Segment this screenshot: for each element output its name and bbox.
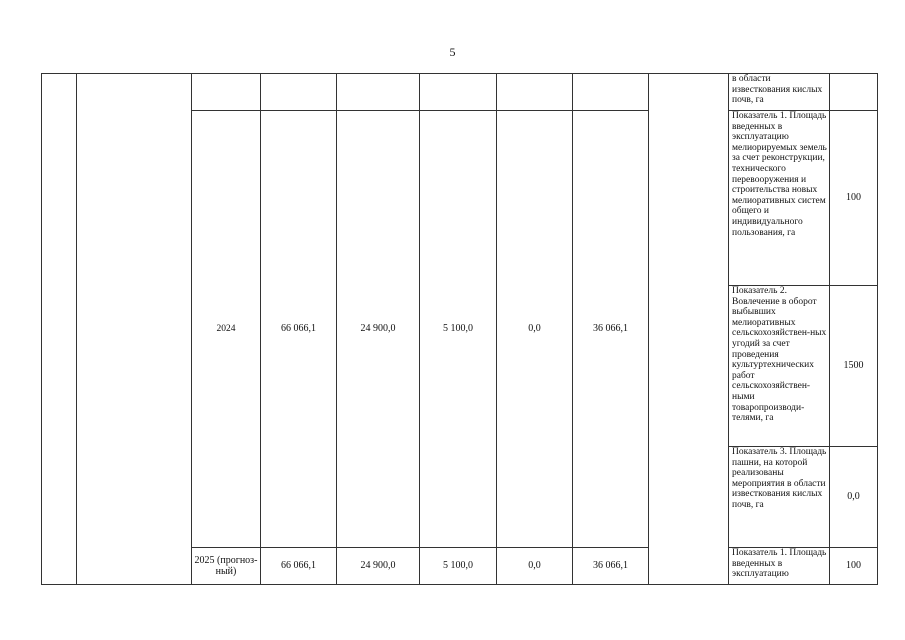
federal-budget-cell	[337, 74, 420, 111]
local-budget-cell: 0,0	[497, 548, 573, 585]
local-budget-cell: 0,0	[497, 111, 573, 548]
federal-budget-cell: 24 900,0	[337, 111, 420, 548]
indicator-text: Показатель 1. Площадь введенных в эксплуатацию	[729, 548, 830, 585]
measure-name-cell	[77, 74, 192, 585]
regional-budget-cell	[420, 74, 497, 111]
other-sources-cell	[573, 74, 649, 111]
other-sources-cell: 36 066,1	[573, 548, 649, 585]
indicator-text: Показатель 2. Вовлечение в оборот выбывших мелиоративных сельскохозяйствен-ных угодий за счет проведения культуртехнических работ сельскохозяйствен-ными товаропроизводи-телями, га	[729, 286, 830, 447]
total-cell: 66 066,1	[261, 111, 337, 548]
year-cell: 2024	[192, 111, 261, 548]
indicator-text: в области известкования кислых почв, га	[729, 74, 830, 111]
local-budget-cell	[497, 74, 573, 111]
indicator-value: 100	[830, 548, 878, 585]
indicator-value	[830, 74, 878, 111]
total-cell	[261, 74, 337, 111]
page-number: 5	[449, 45, 456, 59]
executor-cell	[649, 74, 729, 585]
number-cell	[42, 74, 77, 585]
regional-budget-cell: 5 100,0	[420, 111, 497, 548]
indicator-value: 0,0	[830, 447, 878, 548]
regional-budget-cell: 5 100,0	[420, 548, 497, 585]
indicator-value: 1500	[830, 286, 878, 447]
indicator-value: 100	[830, 111, 878, 286]
indicator-text: Показатель 1. Площадь введенных в эксплуатацию мелиорируемых земель за счет реконструкции, технического перевооружения и строительства новых мелиоративных систем общего и индивидуального пользования, га	[729, 111, 830, 286]
year-cell	[192, 74, 261, 111]
federal-budget-cell: 24 900,0	[337, 548, 420, 585]
year-cell: 2025 (прогноз-ный)	[192, 548, 261, 585]
total-cell: 66 066,1	[261, 548, 337, 585]
program-funding-table	[41, 73, 878, 585]
indicator-text: Показатель 3. Площадь пашни, на которой реализованы мероприятия в области известкования кислых почв, га	[729, 447, 830, 548]
other-sources-cell: 36 066,1	[573, 111, 649, 548]
